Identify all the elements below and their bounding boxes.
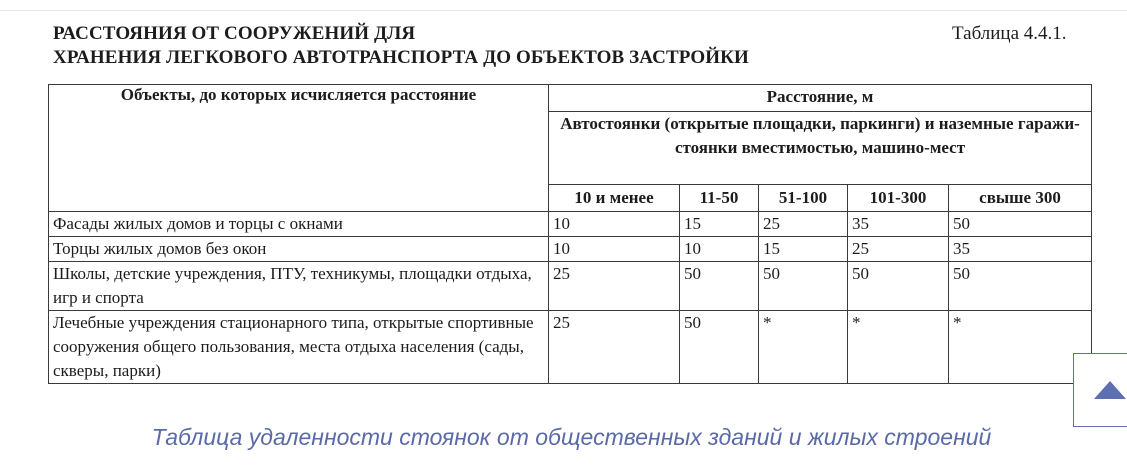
value-cell: 25: [549, 262, 680, 311]
range-header: 101-300: [848, 185, 949, 212]
value-cell: 25: [759, 212, 848, 237]
table-row: [49, 262, 1092, 311]
value-cell: *: [759, 311, 848, 384]
top-border: [0, 0, 1127, 11]
value-cell: 10: [549, 212, 680, 237]
value-cell: 50: [680, 311, 759, 384]
value-cell: 50: [848, 262, 949, 311]
value-cell: *: [848, 311, 949, 384]
object-cell: Школы, детские учреждения, ПТУ, техникумы, площадки отдыха, игр и спорта: [49, 262, 549, 311]
arrow-up-icon: [1092, 378, 1127, 402]
object-cell: Фасады жилых домов и торцы с окнами: [49, 212, 549, 237]
value-cell: 35: [848, 212, 949, 237]
distance-table: [48, 84, 1092, 384]
scroll-to-top-button[interactable]: [1073, 353, 1127, 427]
value-cell: *: [949, 311, 1092, 384]
value-cell: 25: [549, 311, 680, 384]
value-cell: 50: [949, 262, 1092, 311]
value-cell: 15: [680, 212, 759, 237]
value-cell: 15: [759, 237, 848, 262]
parking-subheader: Автостоянки (открытые площадки, паркинги) и наземные гаражи-стоянки вместимостью, машино-мест: [549, 112, 1092, 185]
value-cell: 50: [759, 262, 848, 311]
image-caption: Таблица удаленности стоянок от общественных зданий и жилых строений: [151, 424, 992, 450]
table-row: [49, 237, 1092, 262]
range-header: 11-50: [680, 185, 759, 212]
table-row: [49, 212, 1092, 237]
value-cell: 50: [949, 212, 1092, 237]
document-title: [53, 22, 749, 70]
title-line-2: ХРАНЕНИЯ ЛЕГКОВОГО АВТОТРАНСПОРТА ДО ОБЪЕКТОВ ЗАСТРОЙКИ: [53, 47, 749, 68]
range-header: свыше 300: [949, 185, 1092, 212]
value-cell: 10: [549, 237, 680, 262]
objects-column-header: Объекты, до которых исчисляется расстояние: [49, 85, 549, 212]
value-cell: 25: [848, 237, 949, 262]
value-cell: 35: [949, 237, 1092, 262]
table-number: Таблица 4.4.1.: [952, 23, 1067, 44]
title-line-1: РАССТОЯНИЯ ОТ СООРУЖЕНИЙ ДЛЯ: [53, 23, 416, 44]
object-cell: Торцы жилых домов без окон: [49, 237, 549, 262]
table-row: [49, 311, 1092, 384]
distance-header: Расстояние, м: [549, 85, 1092, 112]
range-header: 10 и менее: [549, 185, 680, 212]
value-cell: 50: [680, 262, 759, 311]
range-header: 51-100: [759, 185, 848, 212]
value-cell: 10: [680, 237, 759, 262]
object-cell: Лечебные учреждения стационарного типа, открытые спортивные сооружения общего пользования, места отдыха населения (сады, скверы, парки): [49, 311, 549, 384]
